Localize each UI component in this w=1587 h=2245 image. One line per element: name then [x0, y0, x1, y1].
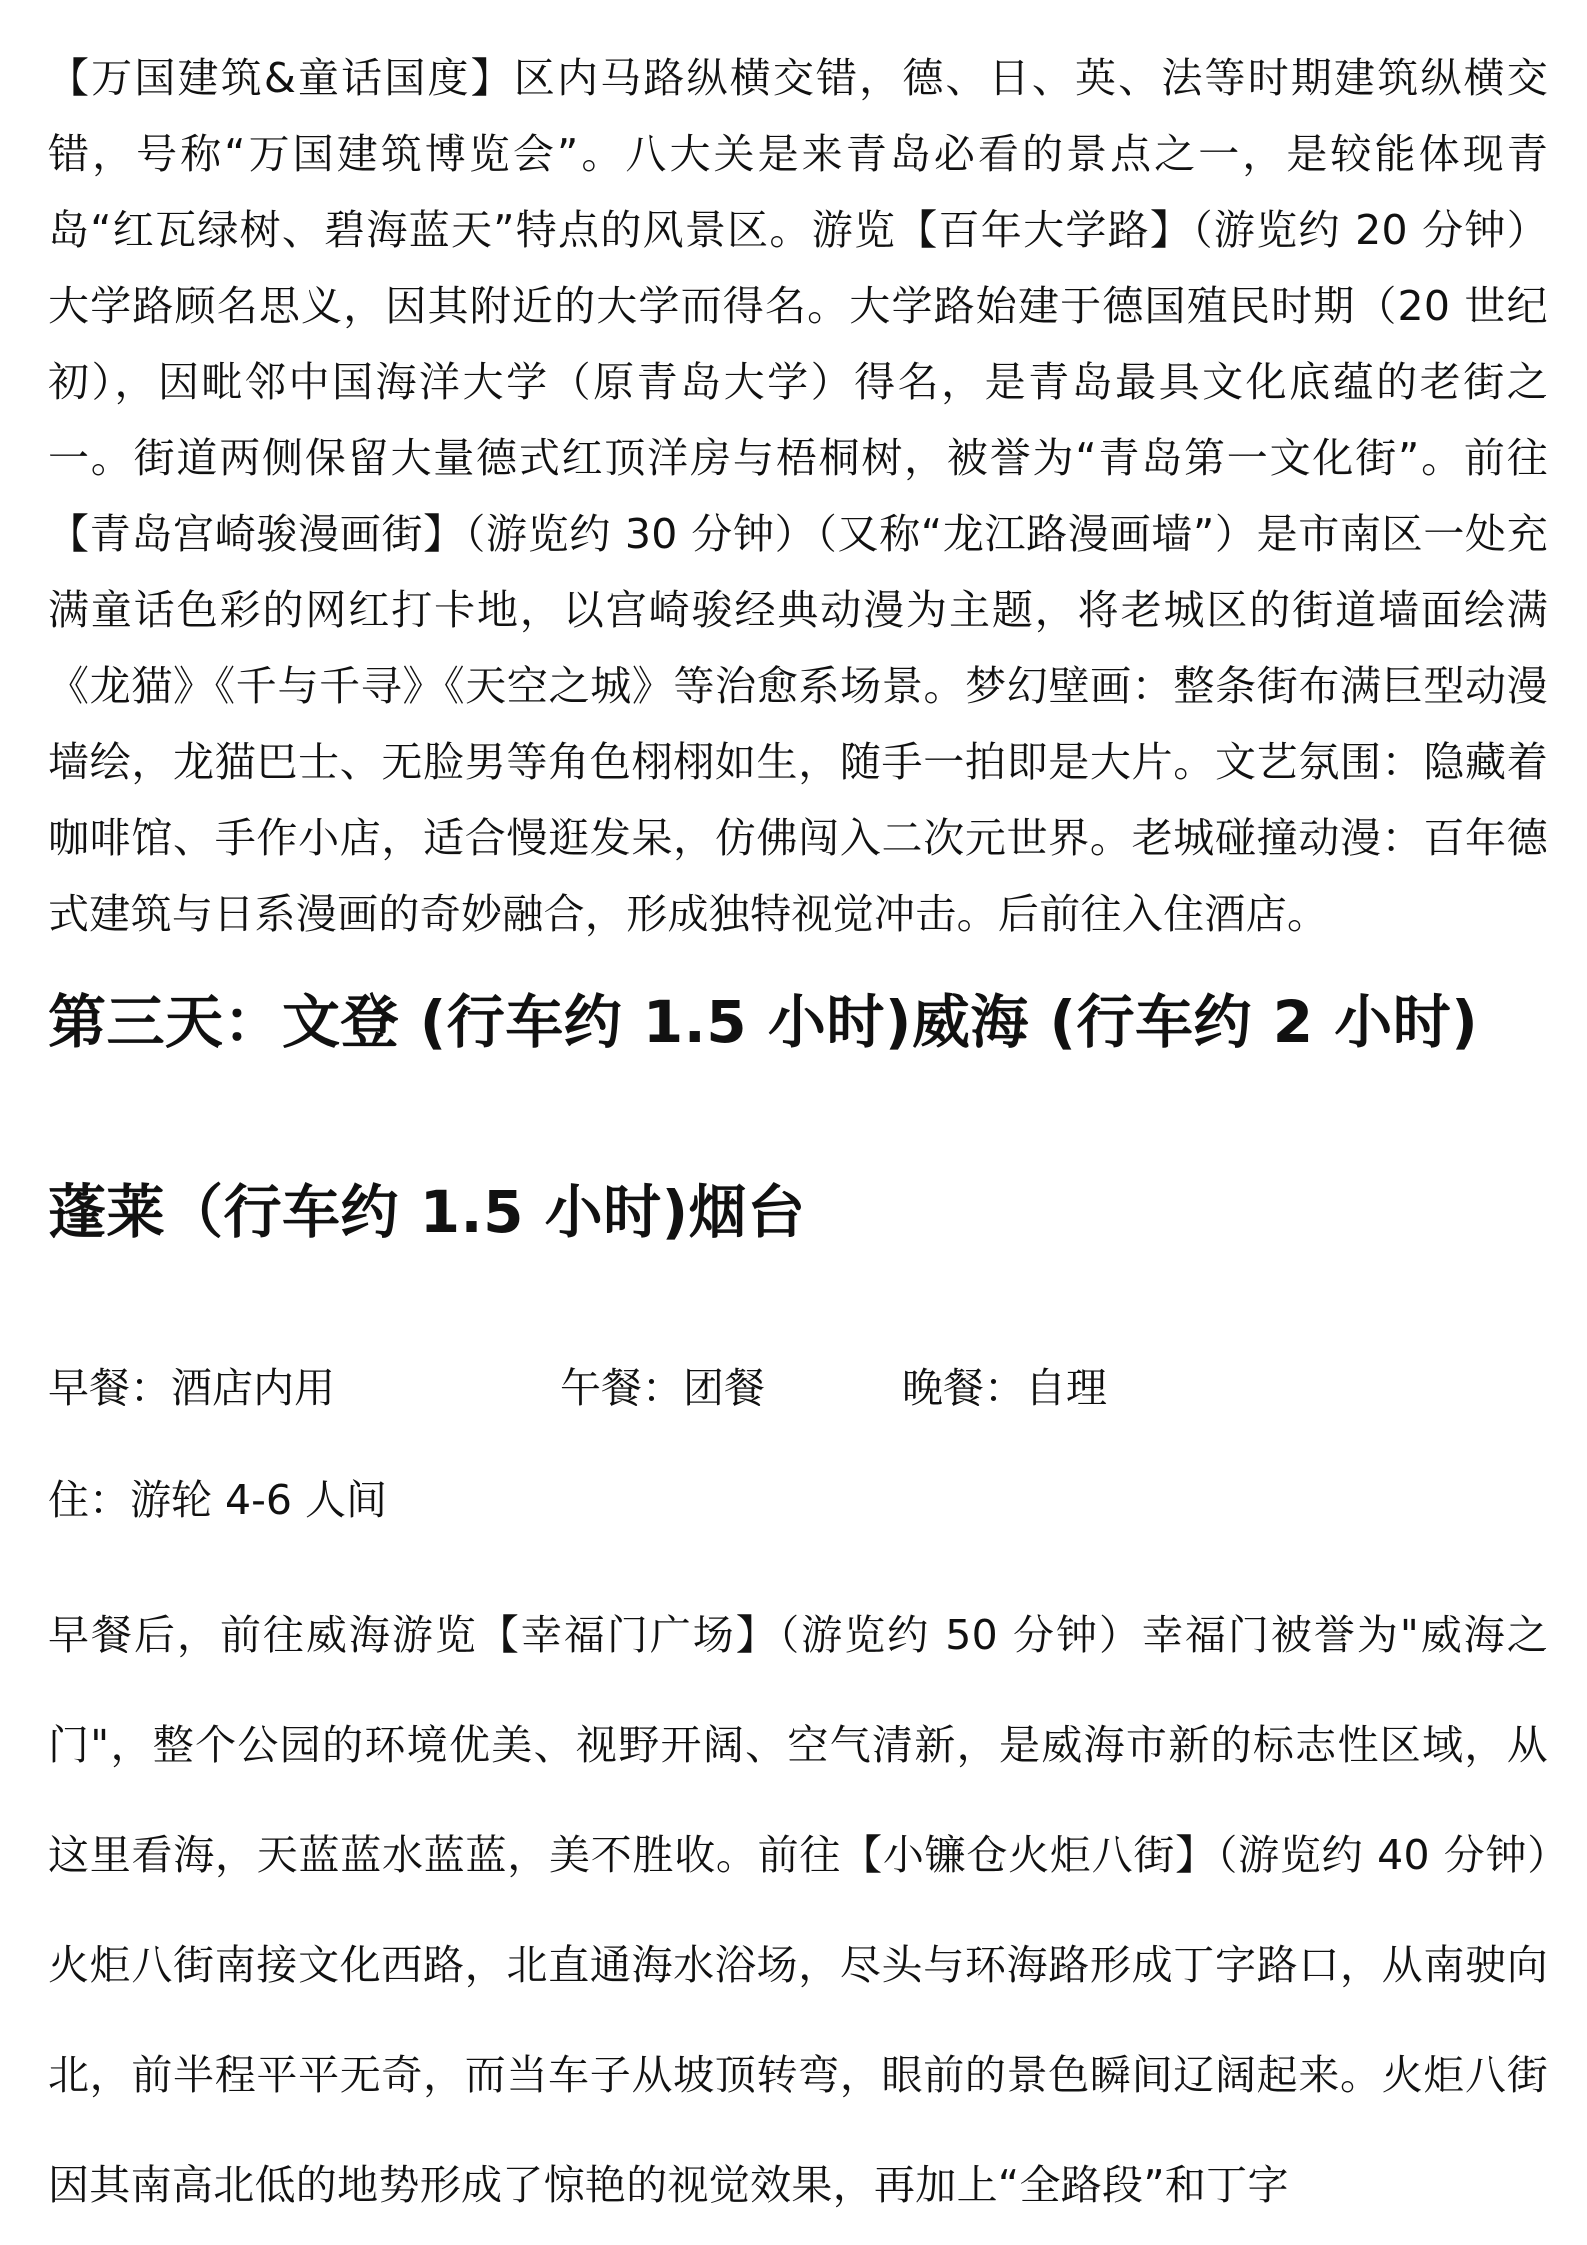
day3-itinerary-paragraph: 早餐后，前往威海游览【幸福门广场】（游览约 50 分钟）幸福门被誉为"威海之门"，整个公园的环境优美、视野开阔、空气清新，是威海市新的标志性区域，从这里看海，天蓝蓝水蓝蓝，美不胜收。前往【小镰仓火炬八街】（游览约 40 分钟）火炬八街南接文化西路，北直通海水浴场，尽头与环海路形成丁字路口，从南驶向北，前半程平平无奇，而当车子从坡顶转弯，眼前的景色瞬间辽阔起来。火炬八街因其南高北低的地势形成了惊艳的视觉效果，再加上“全路段”和丁字: [48, 1611, 1548, 2209]
intro-paragraph: 【万国建筑&童话国度】区内马路纵横交错，德、日、英、法等时期建筑纵横交错，号称“万国建筑博览会”。八大关是来青岛必看的景点之一，是较能体现青岛“红瓦绿树、碧海蓝天”特点的风景区。游览【百年大学路】（游览约 20 分钟）大学路顾名思义，因其附近的大学而得名。大学路始建于德国殖民时期（20 世纪初），因毗邻中国海洋大学（原青岛大学）得名，是青岛最具文化底蕴的老街之一。街道两侧保留大量德式红顶洋房与梧桐树，被誉为“青岛第一文化街”。前往【青岛宫崎骏漫画街】（游览约 30 分钟）（又称“龙江路漫画墙”）是市南区一处充满童话色彩的网红打卡地，以宫崎骏经典动漫为主题，将老城区的街道墙面绘满《龙猫》《千与千寻》《天空之城》等治愈系场景。梦幻壁画：整条街布满巨型动漫墙绘，龙猫巴士、无脸男等角色栩栩如生，随手一拍即是大片。文艺氛围：隐藏着咖啡馆、手作小店，适合慢逛发呆，仿佛闯入二次元世界。老城碰撞动漫：百年德式建筑与日系漫画的奇妙融合，形成独特视觉冲击。后前往入住酒店。: [48, 54, 1548, 938]
meal-breakfast: 早餐：酒店内用: [48, 1364, 335, 1412]
meal-dinner: 晚餐：自理: [902, 1364, 1107, 1412]
meals-row: [48, 1358, 1107, 1418]
day3-title-line2: 蓬莱（行车约 1.5 小时)烟台: [48, 1178, 806, 1246]
day3-title-line1: 第三天：文登 (行车约 1.5 小时)威海 (行车约 2 小时): [48, 988, 1479, 1056]
meal-lunch: 午餐：团餐: [560, 1364, 765, 1412]
lodging-line: 住：游轮 4-6 人间: [48, 1476, 388, 1524]
document-body: [48, 40, 1548, 2209]
